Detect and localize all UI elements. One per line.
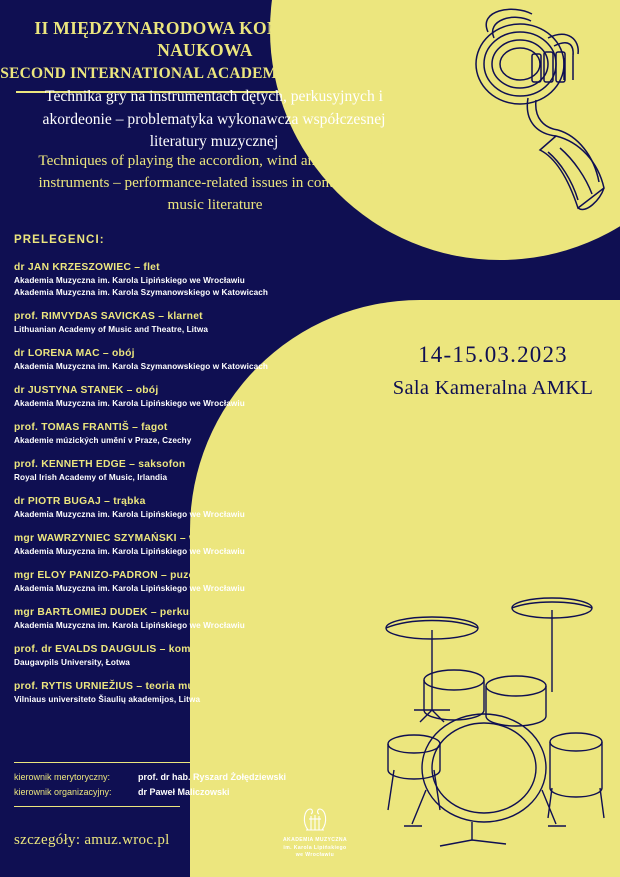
speaker-name: prof. TOMAS FRANTIŠ – fagot [14,421,168,433]
details-link[interactable]: szczegóły: amuz.wroc.pl [14,832,170,848]
speaker-affiliation [14,398,414,410]
role-value-organizational: dr Paweł Maliczowski [138,786,230,797]
conference-date: 14-15.03.2023 [418,342,568,367]
conference-title-english: Techniques of playing the accordion, wind and percussion instruments – performance-related issues in contemporary music literature [38,152,392,214]
speakers-heading: PRELEGENCI: [14,234,105,246]
lyre-icon [300,806,330,834]
speaker-entry [14,310,414,336]
french-horn-illustration [428,2,618,222]
speaker-affiliation [14,620,414,632]
logo-name: AKADEMIA MUZYCZNA [282,837,348,843]
speaker-name: mgr WAWRZYNIEC SZYMAŃSKI – waltornia [14,532,237,544]
speaker-affiliation [14,472,414,484]
logo-sub2: we Wrocławiu [295,852,335,859]
affiliation-line: Akademia Muzyczna im. Karola Lipińskiego we Wrocławiu [14,509,245,519]
affiliation-line: Akademia Muzyczna im. Karola Szymanowskiego w Katowicach [14,287,269,297]
speaker-name: dr LORENA MAC – obój [14,347,135,359]
speaker-affiliation [14,275,414,298]
speaker-name: dr PIOTR BUGAJ – trąbka [14,495,146,507]
speaker-entry [14,606,414,632]
affiliation-line: Royal Irish Academy of Music, Irlandia [14,472,168,482]
affiliation-line: Daugavpils University, Łotwa [14,657,130,667]
speaker-entry [14,458,414,484]
affiliation-line: Lithuanian Academy of Music and Theatre, Litwa [14,324,209,334]
affiliation-line: Akademia Muzyczna im. Karola Lipińskiego we Wrocławiu [14,398,245,408]
speakers-list [14,261,414,717]
speaker-entry [14,569,414,595]
footer-divider-bottom [14,806,180,807]
speaker-entry [14,347,414,373]
affiliation-line: Akademia Muzyczna im. Karola Lipińskiego we Wrocławiu [14,275,245,285]
speaker-entry [14,643,414,669]
speaker-name: mgr BARTŁOMIEJ DUDEK – perkusja [14,606,205,618]
speaker-entry [14,384,414,410]
speaker-entry [14,680,414,706]
role-value-scientific: prof. dr hab. Ryszard Żołędziewski [138,772,287,782]
speaker-name: mgr ELOY PANIZO-PADRON – puzon [14,569,202,581]
role-label-scientific: kierownik merytoryczny: [14,772,111,782]
speaker-affiliation [14,657,414,669]
header-line-polish: II MIĘDZYNARODOWA KONFERENCJA NAUKOWA [34,18,376,60]
poster-header [0,18,410,93]
speaker-affiliation [14,509,414,521]
affiliation-line: Vilniaus universiteto Šiaulių akademijos, Litwa [14,694,201,704]
speaker-entry [14,421,414,447]
speaker-name: prof. KENNETH EDGE – saksofon [14,458,186,470]
conference-title-polish: Technika gry na instrumentach dętych, perkusyjnych i akordeonie – problematyka wykonawcza współczesnej literatury muzycznej [42,88,386,151]
role-label-organizational: kierownik organizacyjny: [14,786,112,797]
affiliation-line: Akademie múzických umění v Praze, Czechy [14,435,192,445]
conference-venue: Sala Kameralna AMKL [392,376,594,399]
speaker-name: dr JUSTYNA STANEK – obój [14,384,159,396]
speaker-entry [14,495,414,521]
speaker-affiliation [14,694,414,706]
footer-roles [14,770,286,800]
speaker-entry [14,261,414,298]
logo-sub1: im. Karola Lipińskiego [283,844,347,851]
speaker-affiliation [14,546,414,558]
footer-divider-top [14,762,284,763]
date-venue-block [372,340,614,400]
affiliation-line: Akademia Muzyczna im. Karola Lipińskiego we Wrocławiu [14,546,245,556]
drum-kit-illustration [380,560,610,855]
speaker-name: prof. RYTIS URNIEŽIUS – teoria muzyki [14,680,215,692]
speaker-name: prof. RIMVYDAS SAVICKAS – klarnet [14,310,203,322]
header-line-english: SECOND INTERNATIONAL ACADEMIC CONFERENCE [0,64,410,82]
speaker-affiliation [14,435,414,447]
speaker-name: prof. dr EVALDS DAUGULIS – kompozycja [14,643,231,655]
footer-role-row-1 [14,770,286,785]
speaker-affiliation [14,361,414,373]
speaker-name: dr JAN KRZESZOWIEC – flet [14,262,160,273]
affiliation-line: Akademia Muzyczna im. Karola Szymanowskiego w Katowicach [14,361,269,371]
footer-role-row-2 [14,785,286,800]
speaker-affiliation [14,324,414,336]
speaker-affiliation [14,583,414,595]
affiliation-line: Akademia Muzyczna im. Karola Lipińskiego we Wrocławiu [14,620,245,630]
academy-logo [272,806,358,860]
affiliation-line: Akademia Muzyczna im. Karola Lipińskiego we Wrocławiu [14,583,245,593]
speaker-entry [14,532,414,558]
